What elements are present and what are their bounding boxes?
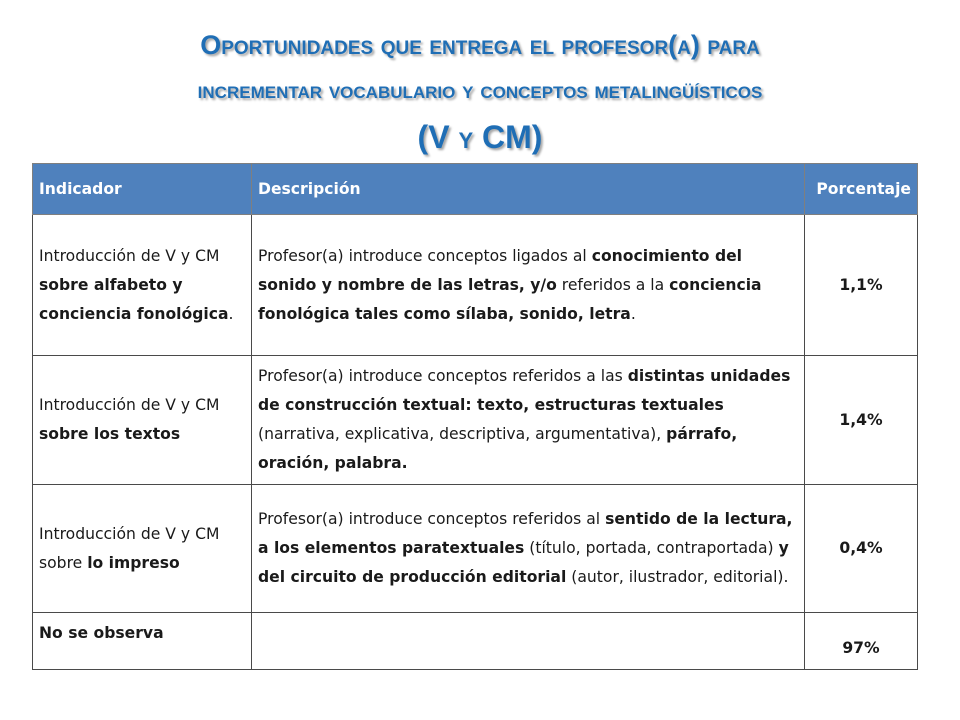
indicador-text: Introducción de V y CM sobre [39, 524, 220, 572]
indicador-text: Introducción de V y CM [39, 246, 220, 265]
indicador-cell [33, 613, 252, 670]
header-descripcion: Descripción [252, 164, 805, 215]
descripcion-bold: conocimiento del sonido y nombre de las letras, y/o [258, 246, 743, 294]
porcentaje-cell: 0,4% [805, 485, 918, 613]
indicador-text: . [228, 304, 234, 323]
descripcion-bold: y del circuito de producción editorial [258, 539, 789, 586]
descripcion-text: Profesor(a) introduce conceptos referidos a las [258, 367, 628, 385]
title-line-2: incrementar vocabulario y conceptos metalingüísticos [197, 77, 763, 104]
descripcion-text: (narrativa, explicativa, descriptiva, argumentativa), [258, 425, 667, 443]
indicador-text: Introducción de V y CM [39, 396, 220, 414]
slide-title [0, 22, 960, 160]
table-row [33, 613, 918, 670]
descripcion-cell [252, 485, 805, 613]
descripcion-bold: distintas unidades de construcción textual: texto, estructuras textuales [258, 367, 791, 414]
title-line-3: (V y CM) [417, 119, 543, 155]
descripcion-cell [252, 356, 805, 485]
porcentaje-cell: 1,4% [805, 356, 918, 485]
header-indicador: Indicador [33, 164, 252, 215]
title-line-1: Oportunidades que entrega el profesor(a) para [200, 30, 760, 60]
indicador-bold: No se observa [39, 624, 164, 642]
table-row [33, 215, 918, 356]
indicators-table [32, 163, 918, 670]
descripcion-cell [252, 215, 805, 356]
descripcion-text: Profesor(a) introduce conceptos referidos al [258, 510, 606, 528]
descripcion-bold: conciencia fonológica tales como sílaba, sonido, letra [258, 275, 762, 323]
descripcion-cell [252, 613, 805, 670]
table-header-row [33, 164, 918, 215]
descripcion-text: Profesor(a) introduce conceptos ligados al [258, 246, 592, 265]
header-porcentaje: Porcentaje [805, 164, 918, 215]
porcentaje-cell: 97% [805, 613, 918, 670]
indicador-cell [33, 215, 252, 356]
table-row [33, 485, 918, 613]
indicador-bold: sobre alfabeto y conciencia fonológica [39, 275, 229, 323]
indicador-bold: sobre los textos [39, 425, 181, 443]
descripcion-bold: sentido de la lectura, a los elementos paratextuales [258, 510, 793, 557]
table-row [33, 356, 918, 485]
indicador-cell [33, 485, 252, 613]
indicador-cell [33, 356, 252, 485]
descripcion-text: . [630, 304, 636, 323]
descripcion-text: (autor, ilustrador, editorial). [566, 568, 789, 586]
descripcion-text: referidos a la [556, 275, 670, 294]
porcentaje-cell: 1,1% [805, 215, 918, 356]
indicador-bold: lo impreso [87, 553, 180, 572]
descripcion-bold: párrafo, oración, palabra. [258, 425, 738, 472]
descripcion-text: (título, portada, contraportada) [524, 539, 779, 557]
